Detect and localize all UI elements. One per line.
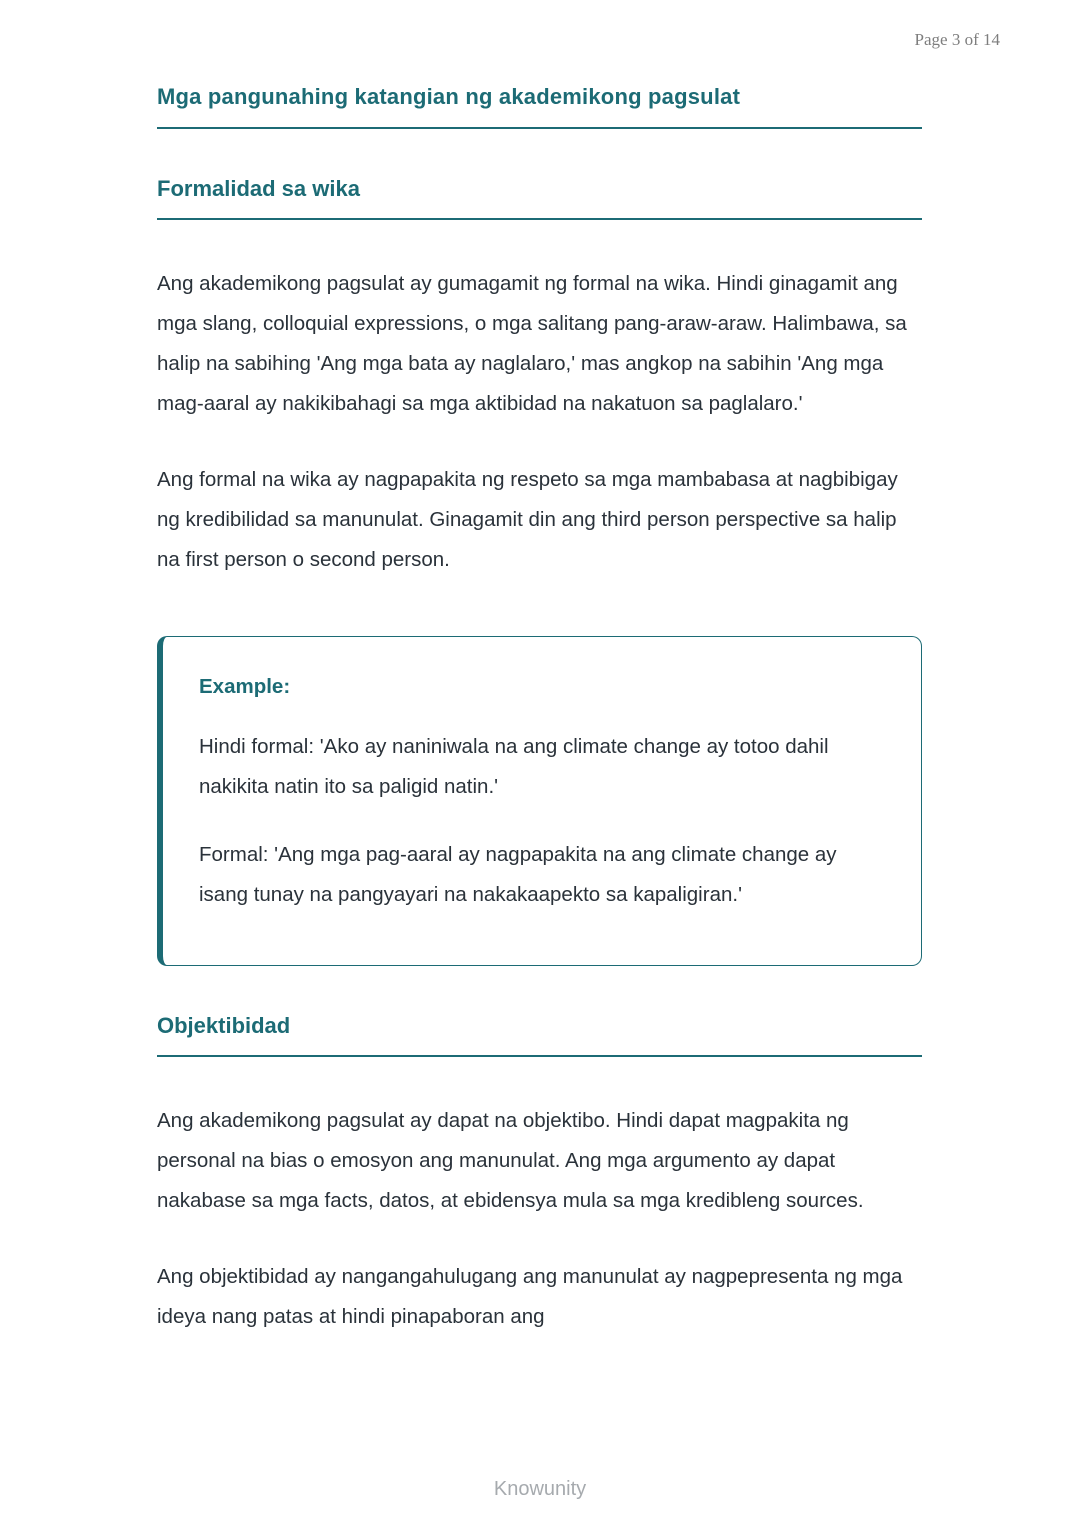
page-title: Mga pangunahing katangian ng akademikong pagsulat [157, 84, 922, 129]
example-paragraph-informal: Hindi formal: 'Ako ay naniniwala na ang climate change ay totoo dahil nakikita natin ito sa paligid natin.' [199, 735, 829, 798]
example-paragraph-formal: Formal: 'Ang mga pag-aaral ay nagpapakita na ang climate change ay isang tunay na pangyayari na nakakaapekto sa kapaligiran.' [199, 843, 837, 906]
page-indicator: Page 3 of 14 [914, 30, 1000, 49]
paragraph-formalidad-1: Ang akademikong pagsulat ay gumagamit ng formal na wika. Hindi ginagamit ang mga slang, colloquial expressions, o mga salitang pang-araw-araw. Halimbawa, sa halip na sabihing 'Ang mga bata ay naglalaro,' mas angkop na sabihin 'Ang mga mag-aaral ay nakikibahagi sa mga aktibidad na nakatuon sa paglalaro.' [157, 272, 907, 415]
paragraph-objektibidad-2: Ang objektibidad ay nangangahulugang ang manunulat ay nagpepresenta ng mga ideya nang patas at hindi pinapaboran ang [157, 1265, 903, 1328]
footer-brand: Knowunity [493, 1478, 587, 1500]
example-label: Example: [199, 675, 291, 698]
paragraph-formalidad-2: Ang formal na wika ay nagpapakita ng respeto sa mga mambabasa at nagbibigay ng kredibilidad sa manunulat. Ginagamit din ang third person perspective sa halip na first person o second person. [157, 468, 898, 571]
section-heading-formalidad: Formalidad sa wika [157, 176, 922, 220]
example-callout-box [157, 636, 922, 966]
section-heading-objektibidad: Objektibidad [157, 1013, 922, 1057]
paragraph-objektibidad-1: Ang akademikong pagsulat ay dapat na objektibo. Hindi dapat magpakita ng personal na bias o emosyon ang manunulat. Ang mga argumento ay dapat nakabase sa mga facts, datos, at ebidensya mula sa mga kredibleng sources. [157, 1109, 864, 1212]
